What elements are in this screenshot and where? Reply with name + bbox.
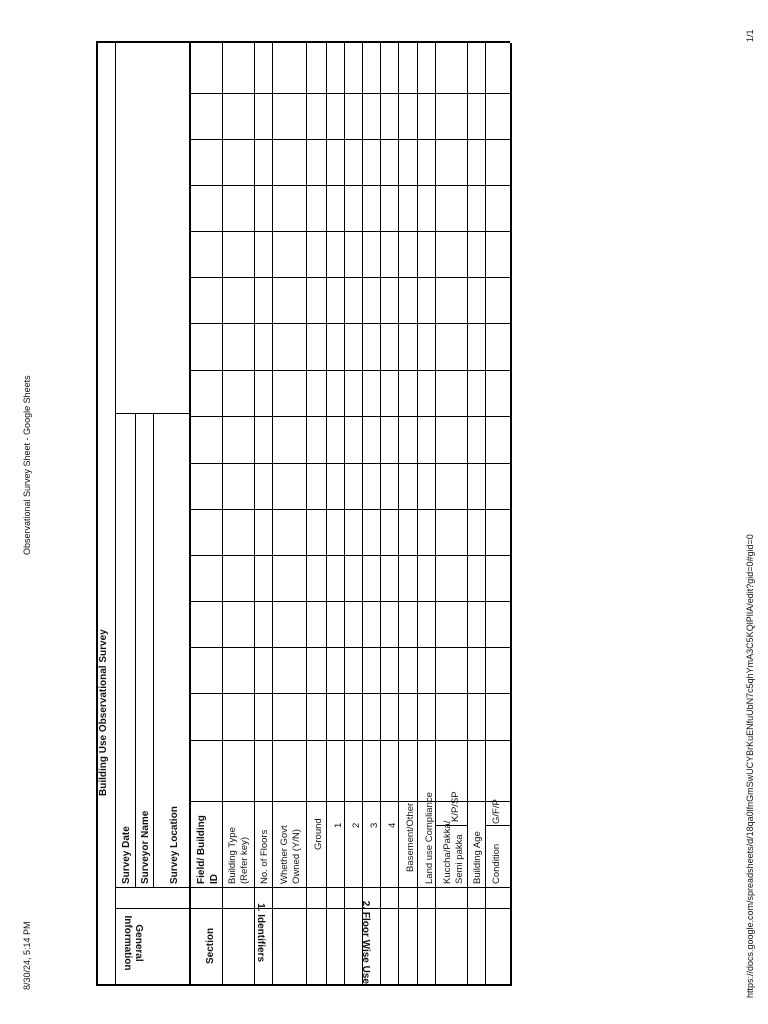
grid-line <box>362 43 363 986</box>
general-section-label: General Information <box>122 915 144 971</box>
floor-2: 2 <box>351 822 362 828</box>
grid-line <box>510 43 512 986</box>
grid-line <box>189 647 510 648</box>
grid-line <box>189 231 510 232</box>
row-kuccha-code: K/P/SP <box>450 791 461 822</box>
grid-line <box>153 414 154 888</box>
floor-basement: Basement/Other <box>405 802 416 872</box>
grid-line <box>189 509 510 510</box>
grid-line <box>115 413 189 414</box>
grid-line <box>344 43 345 986</box>
grid-line <box>189 555 510 556</box>
sheet-title: Building Use Observational Survey <box>98 629 109 796</box>
field-building-id: Field/ Building ID <box>196 815 220 884</box>
grid-line <box>417 43 418 986</box>
grid-line <box>189 463 510 464</box>
floor-wise-section-label: 2. Floor Wise Use <box>360 900 371 984</box>
grid-line <box>485 43 486 986</box>
grid-line <box>115 43 116 986</box>
row-building-age: Building Age <box>472 831 483 884</box>
grid-line <box>306 43 307 986</box>
print-url: https://docs.google.com/spreadsheets/d/18qa0lfnGmSwUCYBrKuENfuUbN7c5qhYmA3C5KQlPlIA/edit?gid=0#gid=0 <box>745 534 755 998</box>
grid-line <box>189 740 510 741</box>
grid-line <box>189 416 510 417</box>
grid-line <box>189 277 510 278</box>
grid-line <box>189 801 510 802</box>
grid-line <box>189 185 510 186</box>
section-header: Section <box>205 927 216 964</box>
grid-line <box>189 601 510 602</box>
page-number: 1/1 <box>745 29 755 42</box>
grid-line <box>135 414 136 888</box>
field-survey-location: Survey Location <box>169 806 180 884</box>
grid-line <box>189 93 510 94</box>
grid-line <box>115 887 510 888</box>
grid-line <box>467 43 468 986</box>
row-condition: Condition <box>491 843 502 884</box>
identifiers-section-label: 1. Identifiers <box>255 903 266 962</box>
grid-line <box>115 908 510 909</box>
row-kuccha: Kuccha/Pakka/ Semi pakka <box>442 820 465 884</box>
grid-line <box>485 825 510 826</box>
grid-line <box>189 693 510 694</box>
row-building-type: Building Type (Refer key) <box>227 827 250 884</box>
print-doc-title: Observational Survey Sheet - Google Sheets <box>22 375 32 555</box>
grid-line <box>96 984 510 986</box>
row-land-use: Land use Compliance <box>424 792 435 884</box>
field-surveyor-name: Surveyor Name <box>140 810 151 884</box>
floor-1: 1 <box>333 822 344 828</box>
grid-line <box>189 323 510 324</box>
grid-line <box>326 43 327 986</box>
row-condition-code: G/F/P <box>491 799 502 824</box>
grid-line <box>272 43 273 986</box>
grid-line <box>189 139 510 140</box>
grid-line <box>398 43 399 986</box>
floor-3: 3 <box>369 822 380 828</box>
field-survey-date: Survey Date <box>121 826 132 884</box>
grid-line <box>189 370 510 371</box>
grid-line <box>96 41 510 43</box>
floor-ground: Ground <box>313 818 324 850</box>
grid-line <box>222 43 223 986</box>
row-govt-owned: Whether Govt Owned (Y/N) <box>279 825 302 884</box>
grid-line <box>254 43 255 986</box>
grid-line <box>380 43 381 986</box>
print-datetime: 8/30/24, 5:14 PM <box>22 921 32 990</box>
grid-line <box>435 43 436 986</box>
row-no-of-floors: No. of Floors <box>259 829 270 884</box>
floor-4: 4 <box>387 822 398 828</box>
grid-line <box>96 43 98 986</box>
